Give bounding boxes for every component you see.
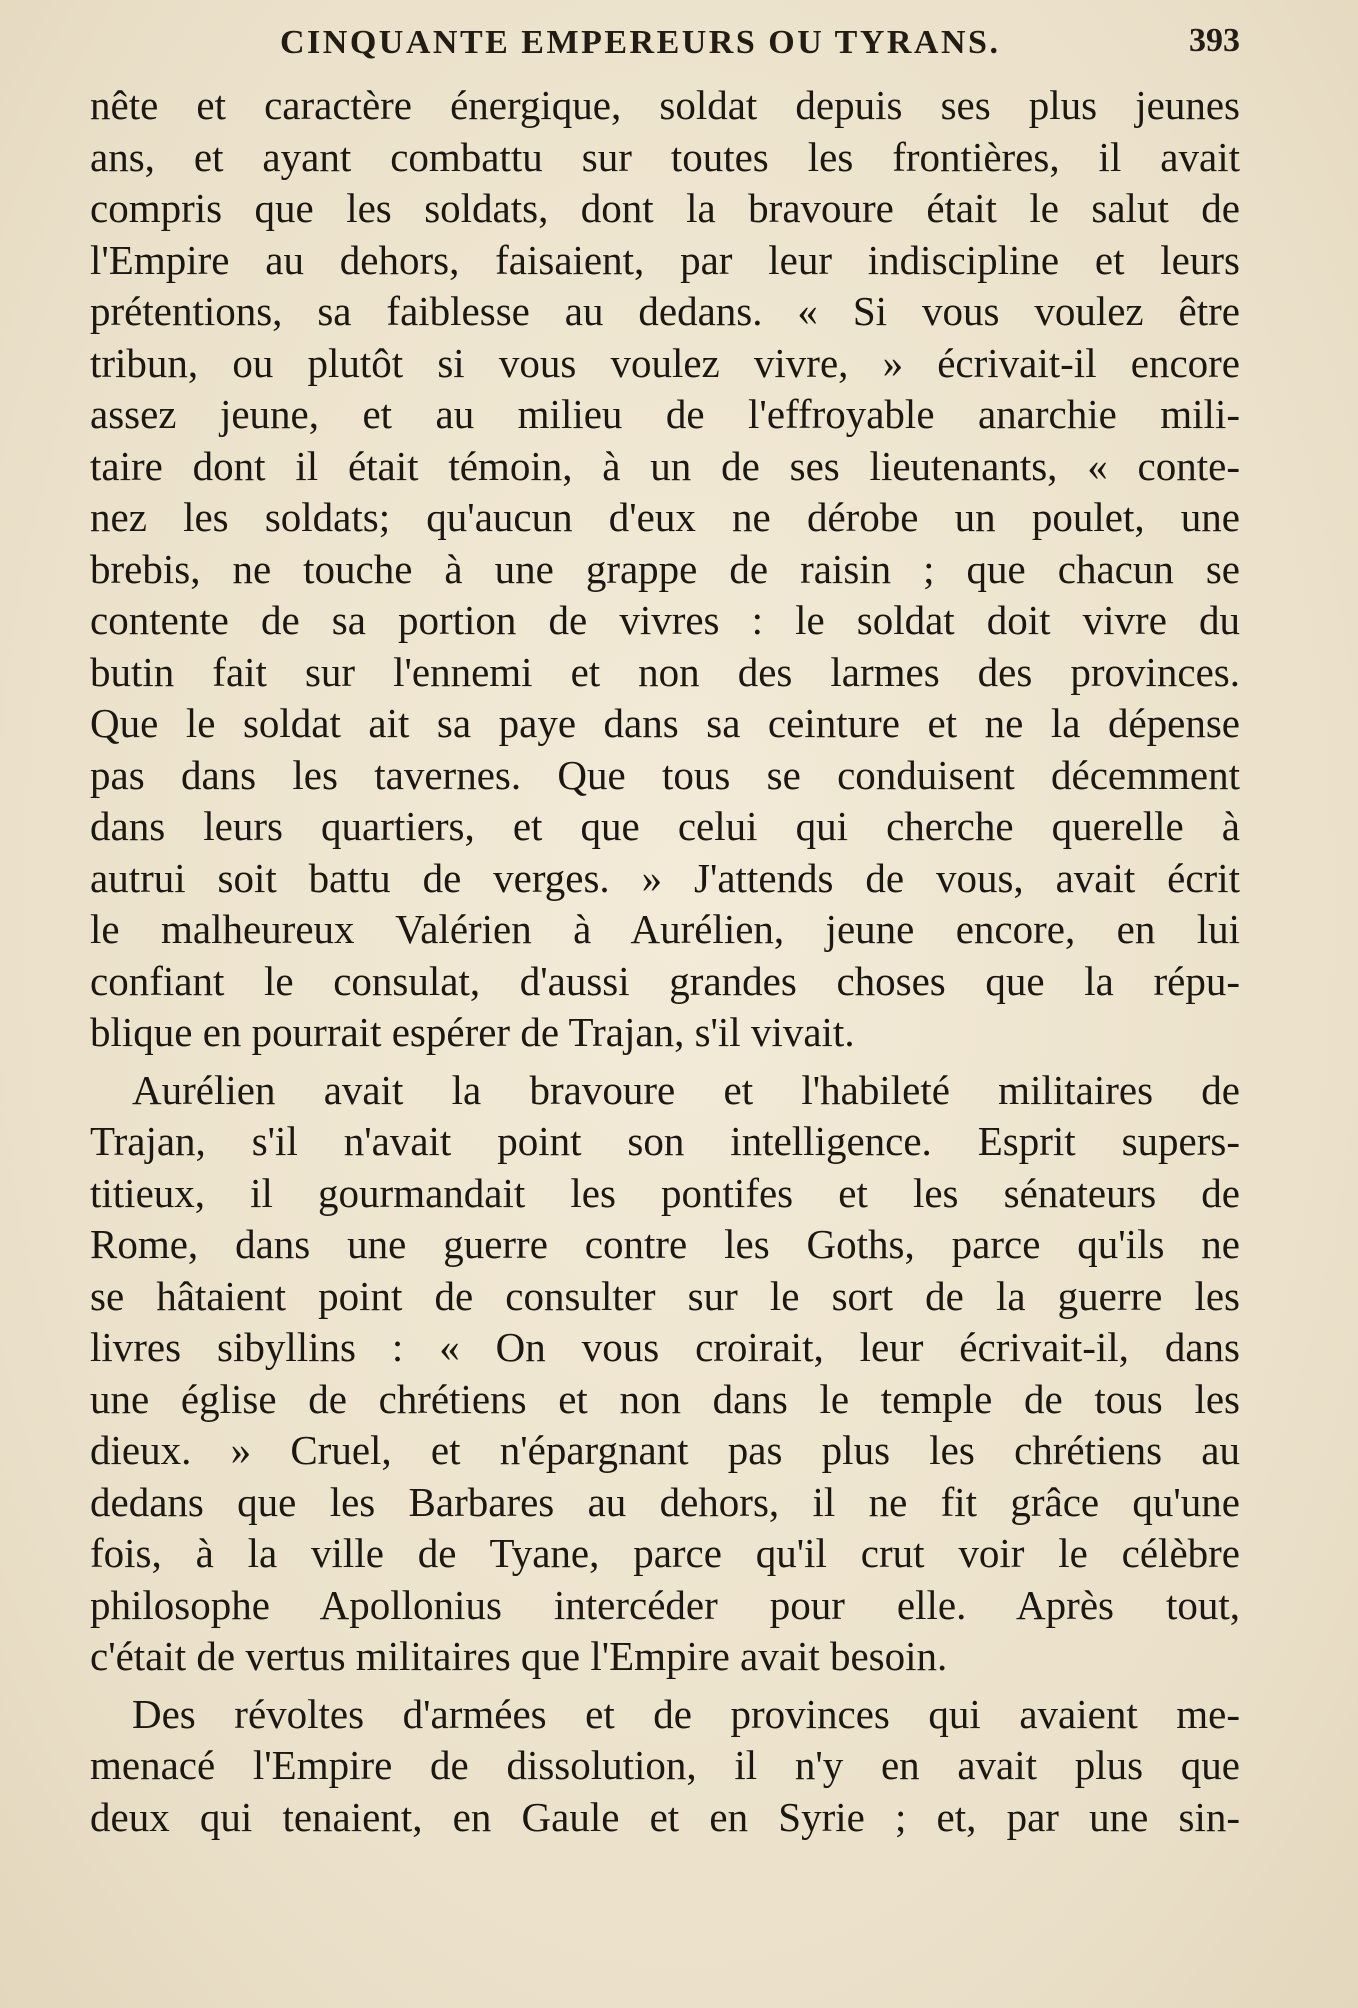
text-line: se hâtaient point de consulter sur le sort de la guerre les: [90, 1272, 1240, 1319]
text-line: autrui soit battu de verges. » J'attends de vous, avait écrit: [90, 854, 1240, 901]
paragraph-2: [90, 1065, 1240, 1683]
text-line: dans leurs quartiers, et que celui qui cherche querelle à: [90, 803, 1240, 849]
text-line: livres sibyllins : « On vous croirait, leur écrivait-il, dans: [90, 1324, 1240, 1370]
text-line: Rome, dans une guerre contre les Goths, parce qu'ils ne: [90, 1221, 1240, 1267]
text-line: Des révoltes d'armées et de provinces qui avaient me-: [132, 1690, 1240, 1737]
text-line: philosophe Apollonius intercéder pour elle. Après tout,: [90, 1581, 1240, 1628]
text-line: c'était de vertus militaires que l'Empire avait besoin.: [90, 1633, 948, 1679]
text-line: titieux, il gourmandait les pontifes et les sénateurs de: [90, 1169, 1240, 1216]
text-line: taire dont il était témoin, à un de ses lieutenants, « conte-: [90, 442, 1240, 489]
body-text: [90, 80, 1240, 1843]
text-line: nez les soldats; qu'aucun d'eux ne dérobe un poulet, une: [90, 494, 1240, 540]
text-line: ans, et ayant combattu sur toutes les frontières, il avait: [90, 133, 1240, 180]
text-line: Que le soldat ait sa paye dans sa ceinture et ne la dépense: [90, 700, 1240, 746]
text-line: pas dans les tavernes. Que tous se conduisent décemment: [90, 751, 1240, 798]
text-line: butin fait sur l'ennemi et non des larmes des provinces.: [90, 648, 1240, 695]
text-line: assez jeune, et au milieu de l'effroyable anarchie mili-: [90, 391, 1240, 437]
text-line: Aurélien avait la bravoure et l'habileté militaires de: [132, 1066, 1240, 1113]
text-line: l'Empire au dehors, faisaient, par leur indiscipline et leurs: [90, 236, 1240, 283]
running-title: CINQUANTE EMPEREURS OU TYRANS.: [280, 24, 1001, 61]
text-line: dedans que les Barbares au dehors, il ne fit grâce qu'une: [90, 1478, 1240, 1525]
text-line: une église de chrétiens et non dans le temple de tous les: [90, 1375, 1240, 1422]
paragraph-3: [90, 1689, 1240, 1844]
text-line: tribun, ou plutôt si vous voulez vivre, » écrivait-il encore: [90, 339, 1240, 386]
text-line: blique en pourrait espérer de Trajan, s'il vivait.: [90, 1009, 855, 1055]
text-line: nête et caractère énergique, soldat depuis ses plus jeunes: [90, 82, 1240, 128]
text-line: compris que les soldats, dont la bravoure était le salut de: [90, 185, 1240, 231]
text-line: prétentions, sa faiblesse au dedans. « Si vous voulez être: [90, 288, 1240, 334]
text-line: deux qui tenaient, en Gaule et en Syrie ; et, par une sin-: [90, 1793, 1240, 1840]
text-line: contente de sa portion de vivres : le soldat doit vivre du: [90, 597, 1240, 643]
paragraph-1: [90, 80, 1240, 1059]
text-line: menacé l'Empire de dissolution, il n'y en avait plus que: [90, 1742, 1240, 1788]
text-line: dieux. » Cruel, et n'épargnant pas plus les chrétiens au: [90, 1427, 1240, 1473]
text-line: fois, à la ville de Tyane, parce qu'il crut voir le célèbre: [90, 1530, 1240, 1576]
text-line: le malheureux Valérien à Aurélien, jeune encore, en lui: [90, 906, 1240, 952]
text-line: confiant le consulat, d'aussi grandes choses que la répu-: [90, 957, 1240, 1004]
page-number: 393: [1189, 22, 1240, 59]
running-head: [90, 18, 1240, 74]
text-line: Trajan, s'il n'avait point son intelligence. Esprit supers-: [90, 1118, 1240, 1164]
text-line: brebis, ne touche à une grappe de raisin ; que chacun se: [90, 545, 1240, 592]
